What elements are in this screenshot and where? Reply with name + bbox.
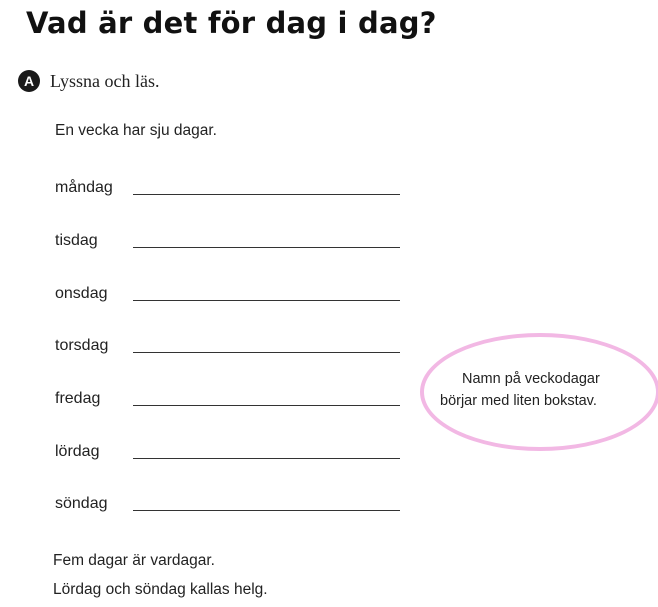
answer-line[interactable] (133, 300, 400, 301)
day-row (55, 228, 405, 252)
intro-text: En vecka har sju dagar. (55, 122, 217, 139)
section-instruction: Lyssna och läs. (50, 70, 160, 91)
day-row (55, 281, 405, 305)
note-text (440, 368, 600, 412)
note-line: börjar med liten bokstav. (440, 393, 597, 409)
day-label: tisdag (55, 232, 98, 249)
day-label: lördag (55, 443, 100, 460)
page-title: Vad är det för dag i dag? (26, 6, 437, 40)
footer-line: Fem dagar är vardagar. (53, 552, 215, 569)
answer-line[interactable] (133, 405, 400, 406)
answer-line[interactable] (133, 458, 400, 459)
section-header (18, 70, 160, 92)
day-label: onsdag (55, 285, 108, 302)
day-label: måndag (55, 179, 113, 196)
footer-line: Lördag och söndag kallas helg. (53, 581, 268, 598)
note-line: Namn på veckodagar (462, 371, 600, 387)
day-label: torsdag (55, 337, 109, 354)
day-row (55, 175, 405, 199)
day-row (55, 439, 405, 463)
day-row (55, 386, 405, 410)
day-label: fredag (55, 390, 101, 407)
day-row (55, 333, 405, 357)
day-label: söndag (55, 495, 108, 512)
day-row (55, 491, 405, 515)
answer-line[interactable] (133, 510, 400, 511)
answer-line[interactable] (133, 194, 400, 195)
section-badge: A (18, 70, 40, 92)
answer-line[interactable] (133, 247, 400, 248)
answer-line[interactable] (133, 352, 400, 353)
footer-text (53, 546, 268, 604)
